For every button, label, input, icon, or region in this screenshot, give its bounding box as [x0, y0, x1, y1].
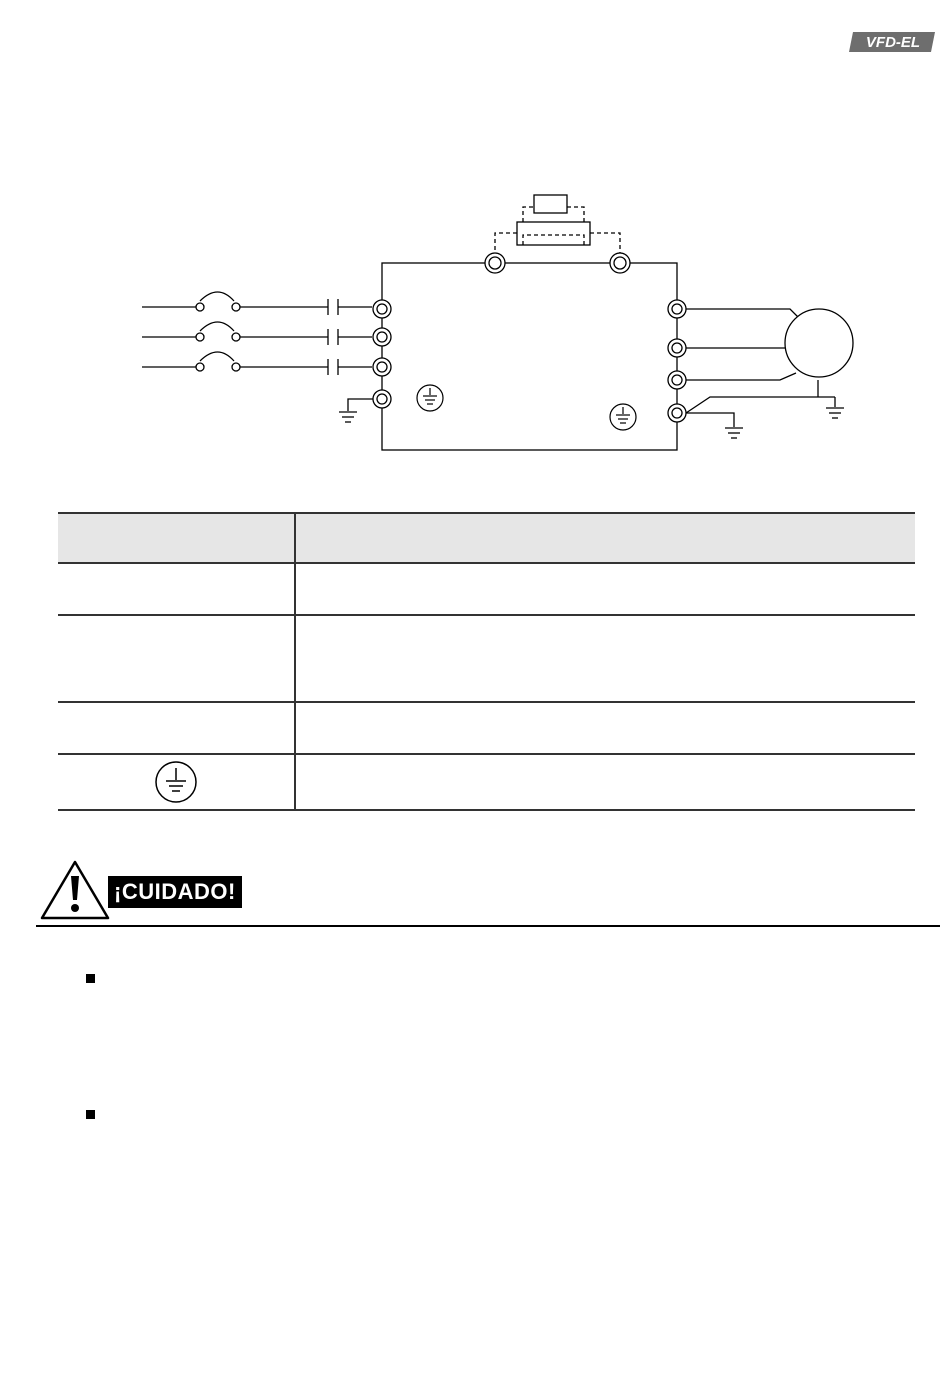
- description-cell: [295, 702, 915, 754]
- terminal-cell: [58, 702, 295, 754]
- description-cell: [295, 563, 915, 615]
- drive-box: [382, 263, 677, 450]
- divider: [36, 925, 940, 927]
- header-description: [295, 513, 915, 563]
- header-terminal: [58, 513, 295, 563]
- table-row: [58, 563, 915, 615]
- ground-icon: [610, 404, 636, 430]
- bullet-marker: [86, 1110, 95, 1119]
- description-cell: [295, 754, 915, 810]
- bullet-marker: [86, 974, 95, 983]
- ground-icon: [417, 385, 443, 411]
- terminal-cell: [58, 754, 295, 810]
- svg-text:VFD-EL: VFD-EL: [865, 34, 921, 51]
- vfd-el-logo: [849, 32, 935, 52]
- terminal-cell: [58, 563, 295, 615]
- braking-resistor: [517, 222, 590, 245]
- description-cell: [295, 615, 915, 702]
- motor: [785, 309, 853, 377]
- warning-triangle-icon: [40, 860, 110, 920]
- wiring-diagram: [130, 185, 870, 465]
- ground-icon: [154, 760, 198, 804]
- caution-banner: ¡CUIDADO!: [108, 876, 242, 908]
- table-row: [58, 702, 915, 754]
- input-ground: [339, 399, 373, 422]
- terminal-cell: [58, 615, 295, 702]
- terminal-table: [58, 512, 915, 811]
- input-lines: [142, 292, 372, 375]
- thermal-relay: [534, 195, 567, 213]
- table-row: [58, 754, 915, 810]
- table-header: [58, 513, 915, 563]
- table-row: [58, 615, 915, 702]
